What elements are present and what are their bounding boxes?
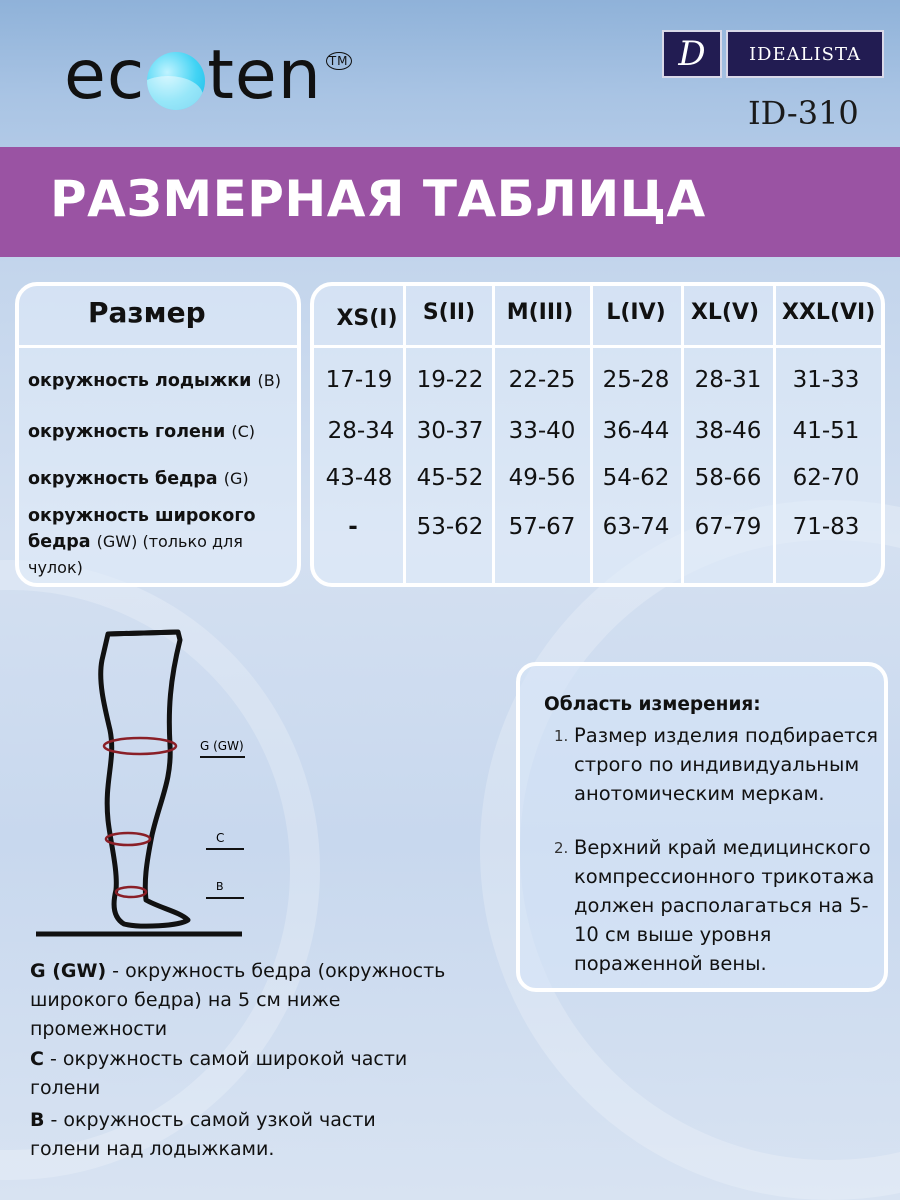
table-cell: 22-25: [508, 367, 576, 393]
idealista-name: IDEALISTA: [726, 30, 884, 78]
info-item: 1. Размер изделия подбирается строго по индивидуальным анотомическим меркам.: [554, 724, 878, 805]
ring-b: [116, 887, 146, 897]
leg-measurement-diagram: [20, 620, 280, 940]
table-divider: [19, 345, 297, 348]
size-header-l: L(IV): [606, 300, 666, 325]
column-divider: [773, 286, 776, 583]
table-cell: 17-19: [325, 367, 393, 393]
table-cell: 54-62: [602, 465, 670, 491]
row-label-wide-thigh: окружность широкого бедра (GW) (только для чулок): [28, 506, 256, 577]
table-cell: 45-52: [416, 465, 484, 491]
table-cell: 63-74: [602, 514, 670, 540]
idealista-logo: [662, 30, 884, 78]
table-cell: 31-33: [792, 367, 860, 393]
table-cell: 38-46: [694, 418, 762, 444]
row-label-ankle: окружность лодыжки (B): [28, 371, 281, 391]
table-cell: 41-51: [792, 418, 860, 444]
table-cell: 19-22: [416, 367, 484, 393]
legend-b: B - окружность самой узкой части голени над лодыжками.: [30, 1109, 376, 1160]
size-header-xs: XS(I): [336, 306, 398, 331]
leg-outline: [101, 632, 188, 926]
table-cell: -: [348, 514, 358, 540]
ring-g: [104, 738, 176, 754]
table-cell: 71-83: [792, 514, 860, 540]
logo-dot-icon: [147, 52, 205, 110]
table-cell: 58-66: [694, 465, 762, 491]
table-divider: [314, 345, 881, 348]
table-cell: 28-34: [327, 418, 395, 444]
size-header-xxl: XXL(VI): [782, 300, 876, 325]
row-label-thigh: окружность бедра (G): [28, 469, 249, 489]
table-cell: 57-67: [508, 514, 576, 540]
idealista-monogram: D: [662, 30, 722, 78]
size-header-xl: XL(V): [690, 300, 760, 325]
model-number: ID-310: [748, 94, 859, 132]
row-label-calf: окружность голени (C): [28, 422, 255, 442]
table-cell: 36-44: [602, 418, 670, 444]
label-c: C: [216, 831, 225, 845]
info-item: 2. Верхний край медицинского компрессионного трикотажа должен располагаться на 5-10 см выше уровня пораженной вены.: [554, 836, 875, 975]
label-b: B: [216, 880, 224, 893]
info-title: Область измерения:: [544, 694, 761, 715]
size-header-s: S(II): [422, 300, 476, 325]
table-cell: 67-79: [694, 514, 762, 540]
size-header-m: M(III): [506, 300, 574, 325]
table-cell: 62-70: [792, 465, 860, 491]
label-g: G (GW): [200, 739, 244, 753]
ecoten-logo: [64, 36, 352, 115]
table-cell: 28-31: [694, 367, 762, 393]
table-cell: 30-37: [416, 418, 484, 444]
leg-top-line: [108, 632, 178, 634]
legend-c: C - окружность самой широкой части голени: [30, 1048, 408, 1099]
trademark-mark: TM: [326, 52, 352, 70]
logo-text-right: ten: [207, 36, 322, 115]
logo-text-left: ec: [64, 36, 146, 115]
size-column-title: Размер: [88, 296, 206, 329]
table-cell: 33-40: [508, 418, 576, 444]
table-cell: 43-48: [325, 465, 393, 491]
table-cell: 53-62: [416, 514, 484, 540]
legend-g: G (GW) - окружность бедра (окружность широкого бедра) на 5 см ниже промежности: [30, 960, 446, 1040]
page-title: РАЗМЕРНАЯ ТАБЛИЦА: [50, 170, 706, 228]
table-cell: 25-28: [602, 367, 670, 393]
table-cell: 49-56: [508, 465, 576, 491]
